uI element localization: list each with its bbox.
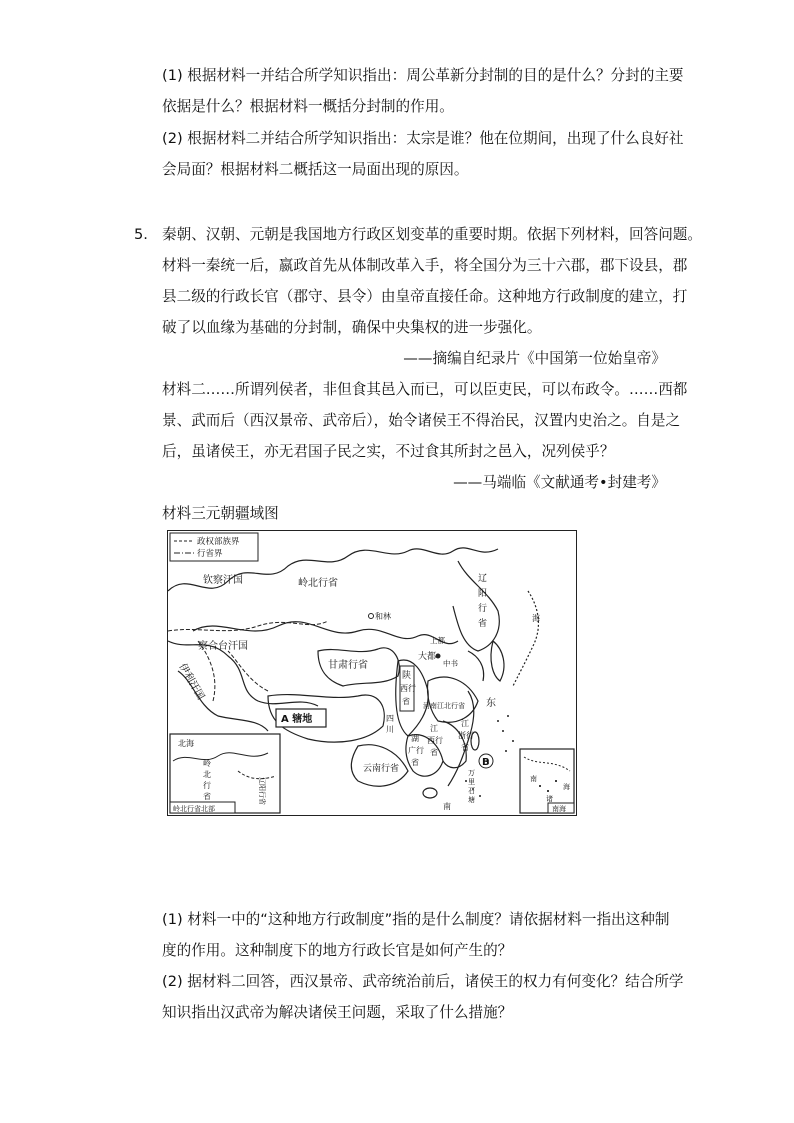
label-shangdu: 上都 [430, 636, 445, 645]
q5-material2-source: ——马端临《文献通考•封建考》 [453, 474, 666, 491]
q5-intro: 秦朝、汉朝、元朝是我国地方行政区划变革的重要时期。依据下列材料，回答问题。 [162, 226, 702, 243]
map-drawing [168, 531, 576, 815]
q4-sub1-line2: 依据是什么？根据材料一概括分封制的作用。 [162, 98, 454, 115]
q4-sub2-line2: 会局面？根据材料二概括这一局面出现的原因。 [162, 161, 469, 178]
label-wanli-2: 里 [468, 778, 475, 786]
inset2-caption: 南海 [552, 805, 566, 813]
label-b: B [482, 757, 490, 768]
label-sichuan-2: 川 [386, 725, 394, 734]
inset2-zhu: 诸 [546, 795, 553, 803]
q5-sub1-line1: (1) 材料一中的“这种地方行政制度”指的是什么制度？请依据材料一指出这种制 [162, 911, 670, 928]
label-shaanxi-1: 陕 [402, 671, 412, 681]
label-helin: 和林 [375, 612, 391, 621]
inset1-sheng: 省 [203, 792, 211, 801]
label-jiangxi-1: 江 [430, 724, 438, 733]
label-jiangzhe-3: 省 [461, 743, 469, 752]
q5-sub2-line1: (2) 据材料二回答，西汉景帝、武帝统治前后，诸侯王的权力有何变化？结合所学 [162, 973, 684, 990]
q4-sub1-line1: (1) 根据材料一并结合所学知识指出：周公革新分封制的目的是什么？分封的主要 [162, 67, 684, 84]
q4-sub2-line1: (2) 根据材料二并结合所学知识指出：太宗是谁？他在位期间，出现了什么良好社 [162, 130, 684, 147]
label-jiangzhe-1: 江 [461, 719, 469, 728]
yuan-territory-map [167, 530, 577, 816]
label-jiangxi-3: 省 [430, 748, 438, 757]
label-lingbei: 岭北行省 [298, 578, 338, 589]
q5-sub2-line2: 知识指出汉武帝为解决诸侯王问题，采取了什么措施？ [162, 1004, 513, 1021]
inset1-liaoyang: 辽阳行省 [258, 777, 266, 805]
q5-material2-line2: 景、武而后（西汉景帝、武帝后），始令诸侯王不得治民，汉置内史治之。自是之 [162, 412, 681, 429]
inset2-hai: 海 [563, 783, 570, 791]
legend-province-border: 行省界 [197, 549, 223, 559]
label-dadu: 大都 [418, 652, 437, 662]
label-huguang-1: 湖 [411, 734, 419, 743]
label-dong: 东 [486, 698, 496, 709]
label-liaoyang-4: 省 [478, 619, 488, 629]
label-liaoyang-2: 阳 [478, 589, 488, 599]
label-qincha: 钦察汗国 [203, 575, 243, 586]
label-yunnan: 云南行省 [363, 764, 400, 774]
label-chagatai: 察合台汗国 [198, 641, 248, 652]
legend-regime-border: 政权部族界 [197, 537, 240, 547]
q5-material1-source: ——摘编自纪录片《中国第一位始皇帝》 [403, 350, 666, 367]
label-jiangzhe-2: 浙行 [458, 731, 474, 740]
label-sichuan-1: 四 [386, 714, 394, 723]
inset2-nan: 南 [530, 775, 537, 783]
label-jiangxi-2: 西行 [427, 736, 443, 745]
q5-material1-line1: 材料一秦统一后，嬴政首先从体制改革入手，将全国分为三十六郡，郡下设县，郡 [162, 257, 688, 274]
label-henan: 河南江北行省 [423, 702, 465, 710]
label-wanli-1: 万 [468, 769, 475, 777]
label-wanli-4: 塘 [468, 796, 475, 804]
label-liaoyang-1: 辽 [478, 574, 488, 584]
label-nan: 南 [443, 802, 451, 811]
label-wanli-3: 石 [468, 787, 475, 795]
label-liaoyang-3: 行 [478, 604, 488, 614]
label-hai: 海 [532, 614, 540, 623]
inset1-hang: 行 [203, 781, 211, 790]
label-shaanxi-2: 西行 [400, 684, 416, 693]
label-zhongshu: 中书 [443, 659, 458, 668]
label-gansu: 甘肃行省 [328, 660, 368, 671]
label-a-territory: A 辖地 [281, 714, 313, 725]
q5-material1-line3: 破了以血缘为基础的分封制，确保中央集权的进一步强化。 [162, 319, 542, 336]
q5-material2-line3: 后，虽诸侯王，亦无君国子民之实，不过食其所封之邑入，况列侯乎？ [162, 443, 615, 460]
inset1-bei: 北 [203, 770, 211, 779]
inset1-caption: 岭北行省北部 [173, 805, 215, 813]
q5-material2-line1: 材料二……所谓列侯者，非但食其邑入而已，可以臣吏民，可以布政令。……西都 [162, 381, 688, 398]
label-huguang-2: 广行 [408, 746, 424, 755]
label-huguang-3: 省 [411, 758, 419, 767]
label-shaanxi-3: 省 [402, 697, 410, 706]
label-ilkhanate: 伊利汗国 [176, 661, 206, 702]
q5-sub1-line2: 度的作用。这种制度下的地方行政长官是如何产生的？ [162, 942, 513, 959]
inset1-ling: 岭 [203, 759, 211, 768]
q5-material1-line2: 县二级的行政长官（郡守、县令）由皇帝直接任命。这种地方行政制度的建立，打 [162, 288, 688, 305]
inset1-beihai: 北海 [178, 739, 194, 748]
q5-material3-title: 材料三元朝疆域图 [162, 505, 279, 522]
q5-number: 5. [134, 226, 148, 243]
